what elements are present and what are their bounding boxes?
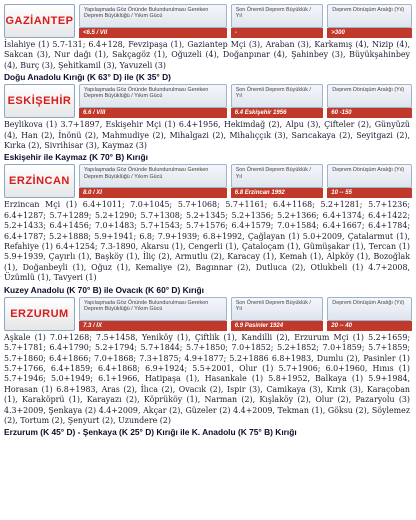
section-erzurum bbox=[4, 297, 412, 440]
district-list: Erzincan Mçi (1) 6.4+1011; 7.0+1045; 5.7+1068; 5.7+1161; 6.4+1168; 5.2+1281; 5.7+1236; 6.4+1287; 5.7+1289; 5.2+1290; 5.7+1308; 5.2+1345; 5.2+1356; 5.2+1366; 6.4+1374; 6.4+1422; 5.2+1433; 6.4+1456; 7.0+1483; 5.7+1543; 5.7+1576; 6.4+1579; 7.0+1584; 6.4+1667; 6.4+1784; 6.4+1787; 5.2+1888; 5.9+1941; 6.8; 7.9+1939; 6.8+1992, Çağlayan (1) 5.0+2009, Çatalarmut (1), Refahiye (1) 6.4+1254; 7.3-1890, Akarsu (1), Cengerli (1), Çataloçam (1), Gümüşakar (1), Tercan (1) 5.9+1939, Çayırlı (1), Başköy (1), İliç (2), Armutlu (2), Karacay (1), Kemah (1), Alpköy (1), Bozoğlak (1), Doğanbeyli (1), Oğuz (1), Kemaliye (2), Bagınnar (2), Dutluca (2), Otlukbeli (1) 4.7+2008, Üzümlü (1), Tavyeri (1) bbox=[4, 200, 410, 283]
column-header: Son Önemli Deprem Büyüklük / Yıl bbox=[231, 4, 324, 28]
column-header: Yapılaşmada Göz Önünde Bulundurulması Gereken Deprem Büyüklüğü / Yıkım Gücü bbox=[79, 297, 227, 321]
city-label bbox=[4, 4, 75, 38]
city-label bbox=[4, 297, 75, 331]
section-header bbox=[4, 297, 412, 331]
section-header bbox=[4, 164, 412, 198]
column-header: Deprem Dönüşüm Aralığı (Yıl) bbox=[327, 84, 412, 108]
district-list: Beylikova (1) 3.7+1897, Eskişehir Mçi (1) 6.4+1956, Hekimdağ (2), Alpu (3), Çifteler (2), Günyüzü (4), Han (2), İnönü (2), Mahmudiye (2), Mihalgazi (2), Mihalıççık (3), Sarıcakaya (2), Seyitgazi (2), Kırka (2), Sivrihisar (3), Kaymaz (3) bbox=[4, 120, 410, 151]
column-header: Yapılaşmada Göz Önünde Bulundurulması Gereken Deprem Büyüklüğü / Yıkım Gücü bbox=[79, 84, 227, 108]
column-last-quake bbox=[231, 297, 324, 331]
city-name: ERZURUM bbox=[10, 307, 69, 320]
fault-line-label: Eskişehir ile Kaymaz (K 70° B) Kırığı bbox=[4, 152, 148, 163]
column-header: Yapılaşmada Göz Önünde Bulundurulması Gereken Deprem Büyüklüğü / Yıkım Gücü bbox=[79, 4, 227, 28]
column-recurrence bbox=[327, 297, 412, 331]
last-quake-value: 6.4 Eskişehir 1956 bbox=[231, 108, 324, 118]
section-eskisehir bbox=[4, 84, 412, 164]
column-recurrence bbox=[327, 164, 412, 198]
fault-line-label: Kuzey Anadolu (K 70° B) ile Ovacık (K 60° D) Kırığı bbox=[4, 284, 204, 295]
column-design-magnitude bbox=[79, 164, 227, 198]
column-header: Son Önemli Deprem Büyüklük / Yıl bbox=[231, 297, 324, 321]
city-name: GAZİANTEP bbox=[5, 15, 74, 27]
column-header: Deprem Dönüşüm Aralığı (Yıl) bbox=[327, 164, 412, 188]
recurrence-value: 60 -150 bbox=[327, 108, 412, 118]
column-design-magnitude bbox=[79, 84, 227, 118]
design-magnitude-value: 7.3 / IX bbox=[79, 321, 227, 331]
section-erzincan bbox=[4, 164, 412, 296]
column-header: Deprem Dönüşüm Aralığı (Yıl) bbox=[327, 297, 412, 321]
section-gaziantep bbox=[4, 4, 412, 84]
column-header: Yapılaşmada Göz Önünde Bulundurulması Gereken Deprem Büyüklüğü / Yıkım Gücü bbox=[79, 164, 227, 188]
last-quake-value: 6.8 Erzincan 1992 bbox=[231, 188, 324, 198]
city-name: ESKİŞEHİR bbox=[7, 95, 72, 108]
column-header: Son Önemli Deprem Büyüklük / Yıl bbox=[231, 164, 324, 188]
column-design-magnitude bbox=[79, 4, 227, 38]
section-header bbox=[4, 84, 412, 118]
fault-line-label: Doğu Anadolu Kırığı (K 63° D) ile (K 35° D) bbox=[4, 72, 171, 83]
fault-line-label: Erzurum (K 45° D) - Şenkaya (K 25° D) Kırığı ile K. Anadolu (K 75° B) Kırığı bbox=[4, 427, 297, 438]
recurrence-value: >300 bbox=[327, 28, 412, 38]
city-label bbox=[4, 164, 75, 198]
last-quake-value: - bbox=[231, 28, 324, 38]
recurrence-value: 10 -- 55 bbox=[327, 188, 412, 198]
column-header: Deprem Dönüşüm Aralığı (Yıl) bbox=[327, 4, 412, 28]
last-quake-value: 6.9 Pasinler 1924 bbox=[231, 321, 324, 331]
district-list: Aşkale (1) 7.0+1268; 7.5+1458, Yeniköy (1), Çiftlik (1), Kandilli (2), Erzurum Mçi (1) 5.2+1659; 5.7+1781; 6.4+1790; 5.2+1794; 5.7+1844; 5.7+1850; 7.0+1852; 5.2+1852; 7.0+1859; 5.7+1859; 5.7+1860; 6.4+1866; 7.0+1868; 7.3+1875; 4.9+1877; 5.2+1886 6.8+1983, Dumlu (2), Pasinler (1) 5.7+1766, 6.4+1859; 6.4+1868; 6.9+1924; 5.5+2001, Olur (1) 5.7+1906; 6.0+1960, Hınıs (1) 5.7+1946; 5.0+1949; 6.1+1966, Hatipaşa (1), Hasankale (1) 5.8+1952, Balkaya (1) 5.9+1984, Horasan (1) 6.8+1983, Aras (2), İlıca (2), Ovacık (2), Ispir (3), Camikaya (3), Kırık (3), Karaçoban (1), Karaköprü (1), Karayazı (2), Köprüköy (1), Narman (2), Kışlaköy (2), Olur (2), Pazaryolu (3) 4.3+2009, Şenkaya (2) 4.4+2009, Akçar (2), Güzeler (2) 4.4+2009, Tekman (1), Göksu (2), Söylemez (2), Tortum (2), Şenyurt (2), Uzundere (2) bbox=[4, 332, 410, 425]
column-last-quake bbox=[231, 4, 324, 38]
district-list: İslahiye (1) 5.7-131; 6.4+128, Fevzipaşa (1), Gaziantep Mçi (3), Araban (3), Karkamış (4), Nizip (4), Sakcan (3), Nur dağı (1), Sakçagöz (1), Oğuzeli (4), Doğanpınar (4), Şahinbey (3), Büyükşahinbey (4), Burç (3), Şehitkamil (3), Yavuzeli (3) bbox=[4, 40, 410, 70]
section-header bbox=[4, 4, 412, 38]
design-magnitude-value: 6.6 / VIII bbox=[79, 108, 227, 118]
design-magnitude-value: <6.5 / VII bbox=[79, 28, 227, 38]
recurrence-value: 20 -- 40 bbox=[327, 321, 412, 331]
column-recurrence bbox=[327, 4, 412, 38]
city-label bbox=[4, 84, 75, 118]
column-last-quake bbox=[231, 164, 324, 198]
column-last-quake bbox=[231, 84, 324, 118]
column-design-magnitude bbox=[79, 297, 227, 331]
design-magnitude-value: 8.0 / XI bbox=[79, 188, 227, 198]
column-recurrence bbox=[327, 84, 412, 118]
city-name: ERZİNCAN bbox=[9, 175, 70, 188]
column-header: Son Önemli Deprem Büyüklük / Yıl bbox=[231, 84, 324, 108]
